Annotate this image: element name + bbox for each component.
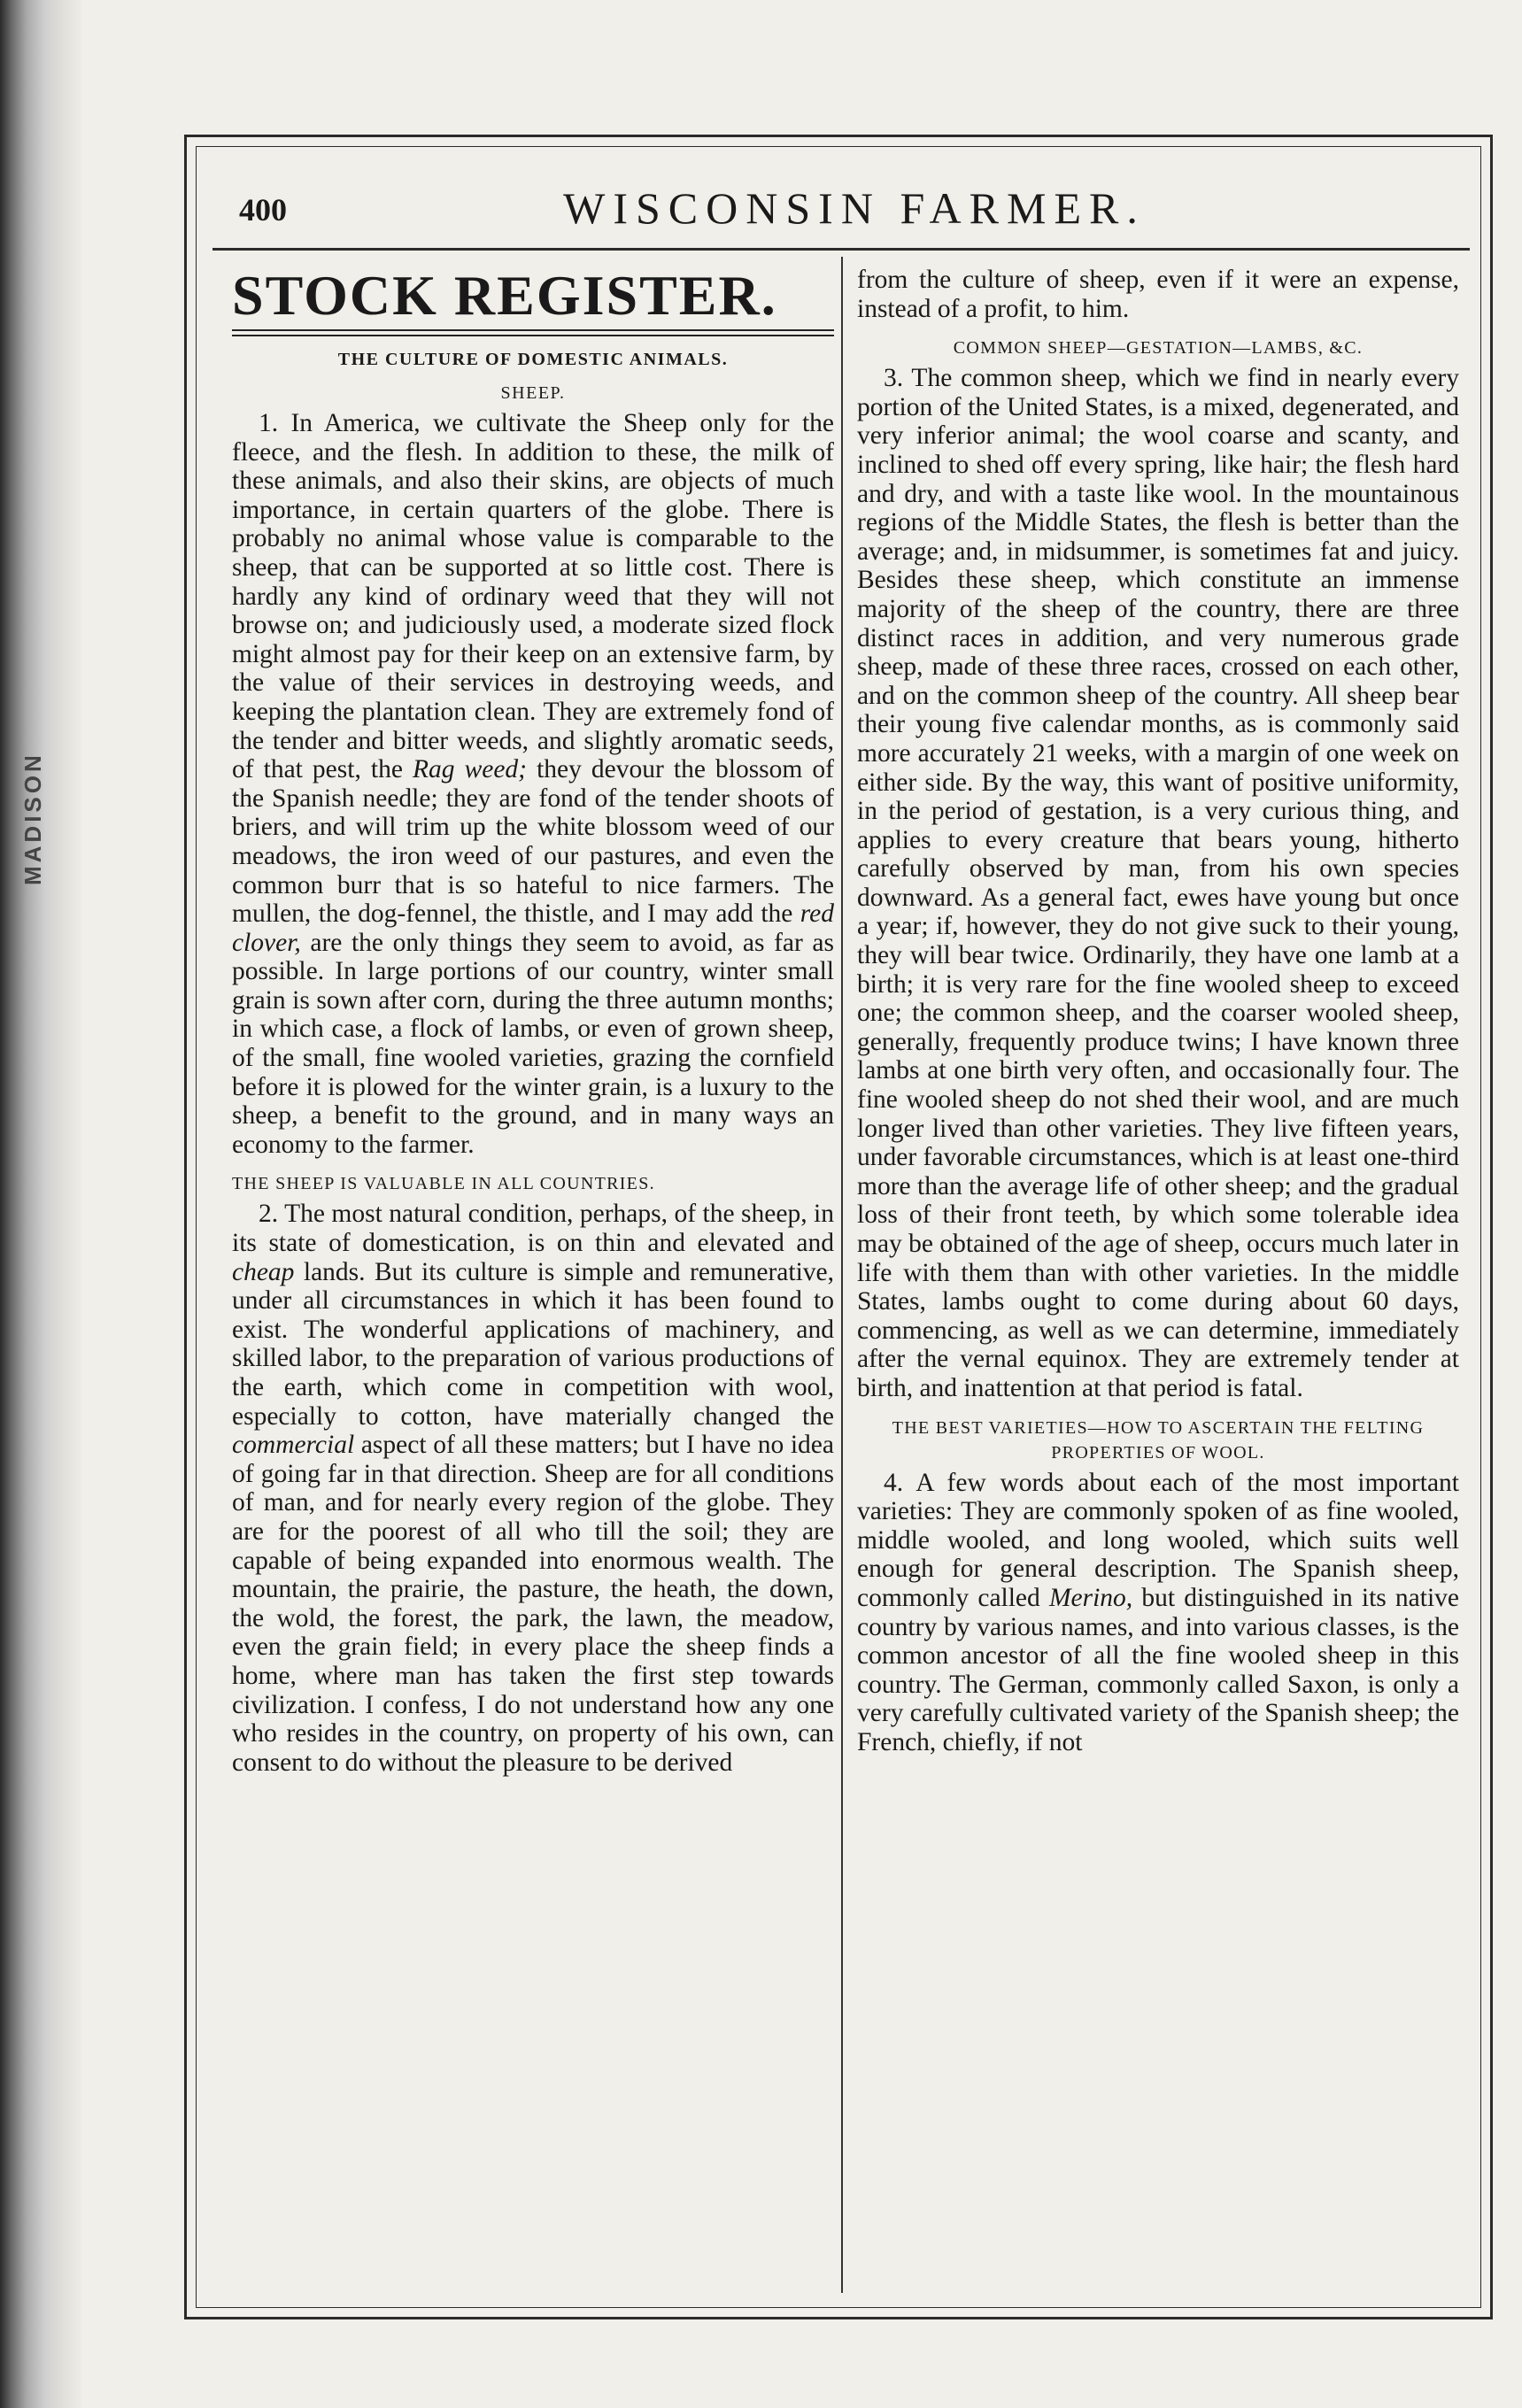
- title-rule: [232, 329, 834, 336]
- paragraph-1-text-c: are the only things they seem to avoid, as far as possible. In large portions of our country, winter small grain is sown after corn, during the three autumn months; in which case, a flock of lambs, or even of grown sheep, of the small, fine wooled varieties, grazing the cornfield before it is plowed for the winter grain, is a luxury to the sheep, a benefit to the ground, and in many ways an economy to the farmer.: [232, 928, 834, 1159]
- paragraph-2-italic-a: cheap: [232, 1257, 295, 1286]
- running-head: [239, 182, 1470, 244]
- paragraph-3: 3. The common sheep, which we find in nearly every portion of the United States, is a mixed, degenerated, and very inferior animal; the wool coarse and scanty, and inclined to shed off every spring, like hair; the flesh hard and dry, and with a taste like wool. In the mountainous regions of the Middle States, the flesh is better than the average; and, in midsummer, is sometimes fat and juicy. Besides these sheep, which constitute an immense majority of the sheep of the country, there are three distinct races in addition, and very numerous grade sheep, made of these three races, crossed on each other, and on the common sheep of the country. All sheep bear their young five calendar months, as is commonly said more accurately 21 weeks, with a margin of one week on either side. By the way, this want of positive uniformity, in the period of gestation, is a very curious thing, and applies to every creature that bears young, hitherto carefully observed by man, from his own species downward. As a general fact, ewes have young but once a year; if, however, they do not give suck to their young, they will bear twice. Ordinarily, they have one lamb at a birth; it is very rare for the fine wooled sheep to exceed one; the common sheep, and the coarser wooled sheep, generally, frequently produce twins; I have known three lambs at one birth very often, and occasionally four. The fine wooled sheep do not shed their wool, and are much longer lived than other varieties. They live fifteen years, under favorable circumstances, which is at least one-third more than the average life of other sheep; and the gradual loss of their front teeth, by which some tolerable idea may be obtained of the age of sheep, occurs much later in life with them than with other varieties. In the middle States, lambs ought to come during about 60 days, commencing, as well as we can determine, immediately after the vernal equinox. They are extremely tender at birth, and inattention at that period is fatal.: [857, 364, 1459, 1402]
- paragraph-2-text-a: 2. The most natural condition, perhaps, of the sheep, in its state of domestication, is on thin and elevated and: [232, 1200, 834, 1258]
- heading-best-varieties: THE BEST VARIETIES—HOW TO ASCERTAIN THE FELTING PROPERTIES OF WOOL.: [892, 1417, 1425, 1463]
- paragraph-4: [857, 1469, 1459, 1757]
- column-divider: [841, 257, 843, 2293]
- paragraph-2-continued: from the culture of sheep, even if it were an expense, instead of a profit, to him.: [857, 266, 1459, 323]
- paragraph-4-italic-a: Merino,: [1048, 1583, 1133, 1612]
- paragraph-4-text-b: but distinguished in its native country by various names, and into various classes, is the common ancestor of all the fine wooled sheep in this country. The German, commonly called Saxon, is only a very carefully cultivated variety of the Spanish sheep; the French, chiefly, if not: [857, 1583, 1459, 1756]
- heading-common-sheep: COMMON SHEEP—GESTATION—LAMBS, &C.: [953, 338, 1364, 359]
- paragraph-2: [232, 1200, 834, 1777]
- paragraph-2-text-b: lands. But its culture is simple and remunerative, under all circumstances in which it has been found to exist. The wonderful applications of machinery, and skilled labor, to the preparation of various productions of the earth, which come in competition with wool, especially to cotton, have materially changed the: [232, 1257, 834, 1431]
- paragraph-1: [232, 409, 834, 1159]
- paragraph-1-italic-b: red clover,: [232, 899, 834, 957]
- right-column: [857, 266, 1459, 2288]
- paragraph-4-text-a: 4. A few words about each of the most important varieties: They are commonly spoken of as fine wooled, middle wooled, and long wooled, which suits well enough for general description. The Spanish sheep, commonly called: [857, 1468, 1459, 1612]
- section-subtitle: THE CULTURE OF DOMESTIC ANIMALS.: [337, 350, 729, 369]
- page-number: 400: [239, 192, 287, 228]
- left-column: [232, 266, 834, 2288]
- heading-sheep-valuable: THE SHEEP IS VALUABLE IN ALL COUNTRIES.: [232, 1174, 655, 1194]
- section-title: STOCK REGISTER.: [232, 266, 777, 327]
- journal-title: WISCONSIN FARMER.: [563, 183, 1146, 233]
- paragraph-2-text-c: aspect of all these matters; but I have no idea of going far in that direction. Sheep are for all conditions of man, and for nearly every region of the globe. They are for the poorest of all who till the soil; they are capable of being expanded into enormous wealth. The mountain, the prairie, the pasture, the heath, the down, the wold, the forest, the park, the lawn, the meadow, even the grain field; in every place the sheep finds a home, where man has taken the first step towards civilization. I confess, I do not understand how any one who resides in the country, on property of his own, can consent to do without the pleasure to be derived: [232, 1431, 834, 1777]
- header-rule: [212, 248, 1470, 251]
- binding-edge: [0, 0, 81, 2408]
- paragraph-1-text-b: they devour the blossom of the Spanish needle; they are fond of the tender shoots of briers, and will trim up the white blossom weed of our meadows, the iron weed of our pastures, and even the common burr that is so hateful to nice farmers. The mullen, the dog-fennel, the thistle, and I may add the: [232, 755, 834, 929]
- paragraph-2-italic-b: commercial: [232, 1431, 355, 1460]
- topic-heading: SHEEP.: [500, 383, 566, 403]
- margin-stamp: MADISON: [19, 752, 46, 885]
- paragraph-1-text-a: 1. In America, we cultivate the Sheep only for the fleece, and the flesh. In addition to these, the milk of these animals, and also their skins, are objects of much importance, in certain quarters of the globe. There is probably no animal whose value is comparable to the sheep, that can be supported at so little cost. There is hardly any kind of ordinary weed that they will not browse on; and judiciously used, a moderate sized flock might almost pay for their keep on an extensive farm, by the value of their services in destroying weeds, and keeping the plantation clean. They are extremely fond of the tender and bitter weeds, and slightly aromatic seeds, of that pest, the: [232, 409, 834, 784]
- paragraph-1-italic-a: Rag weed;: [412, 755, 528, 784]
